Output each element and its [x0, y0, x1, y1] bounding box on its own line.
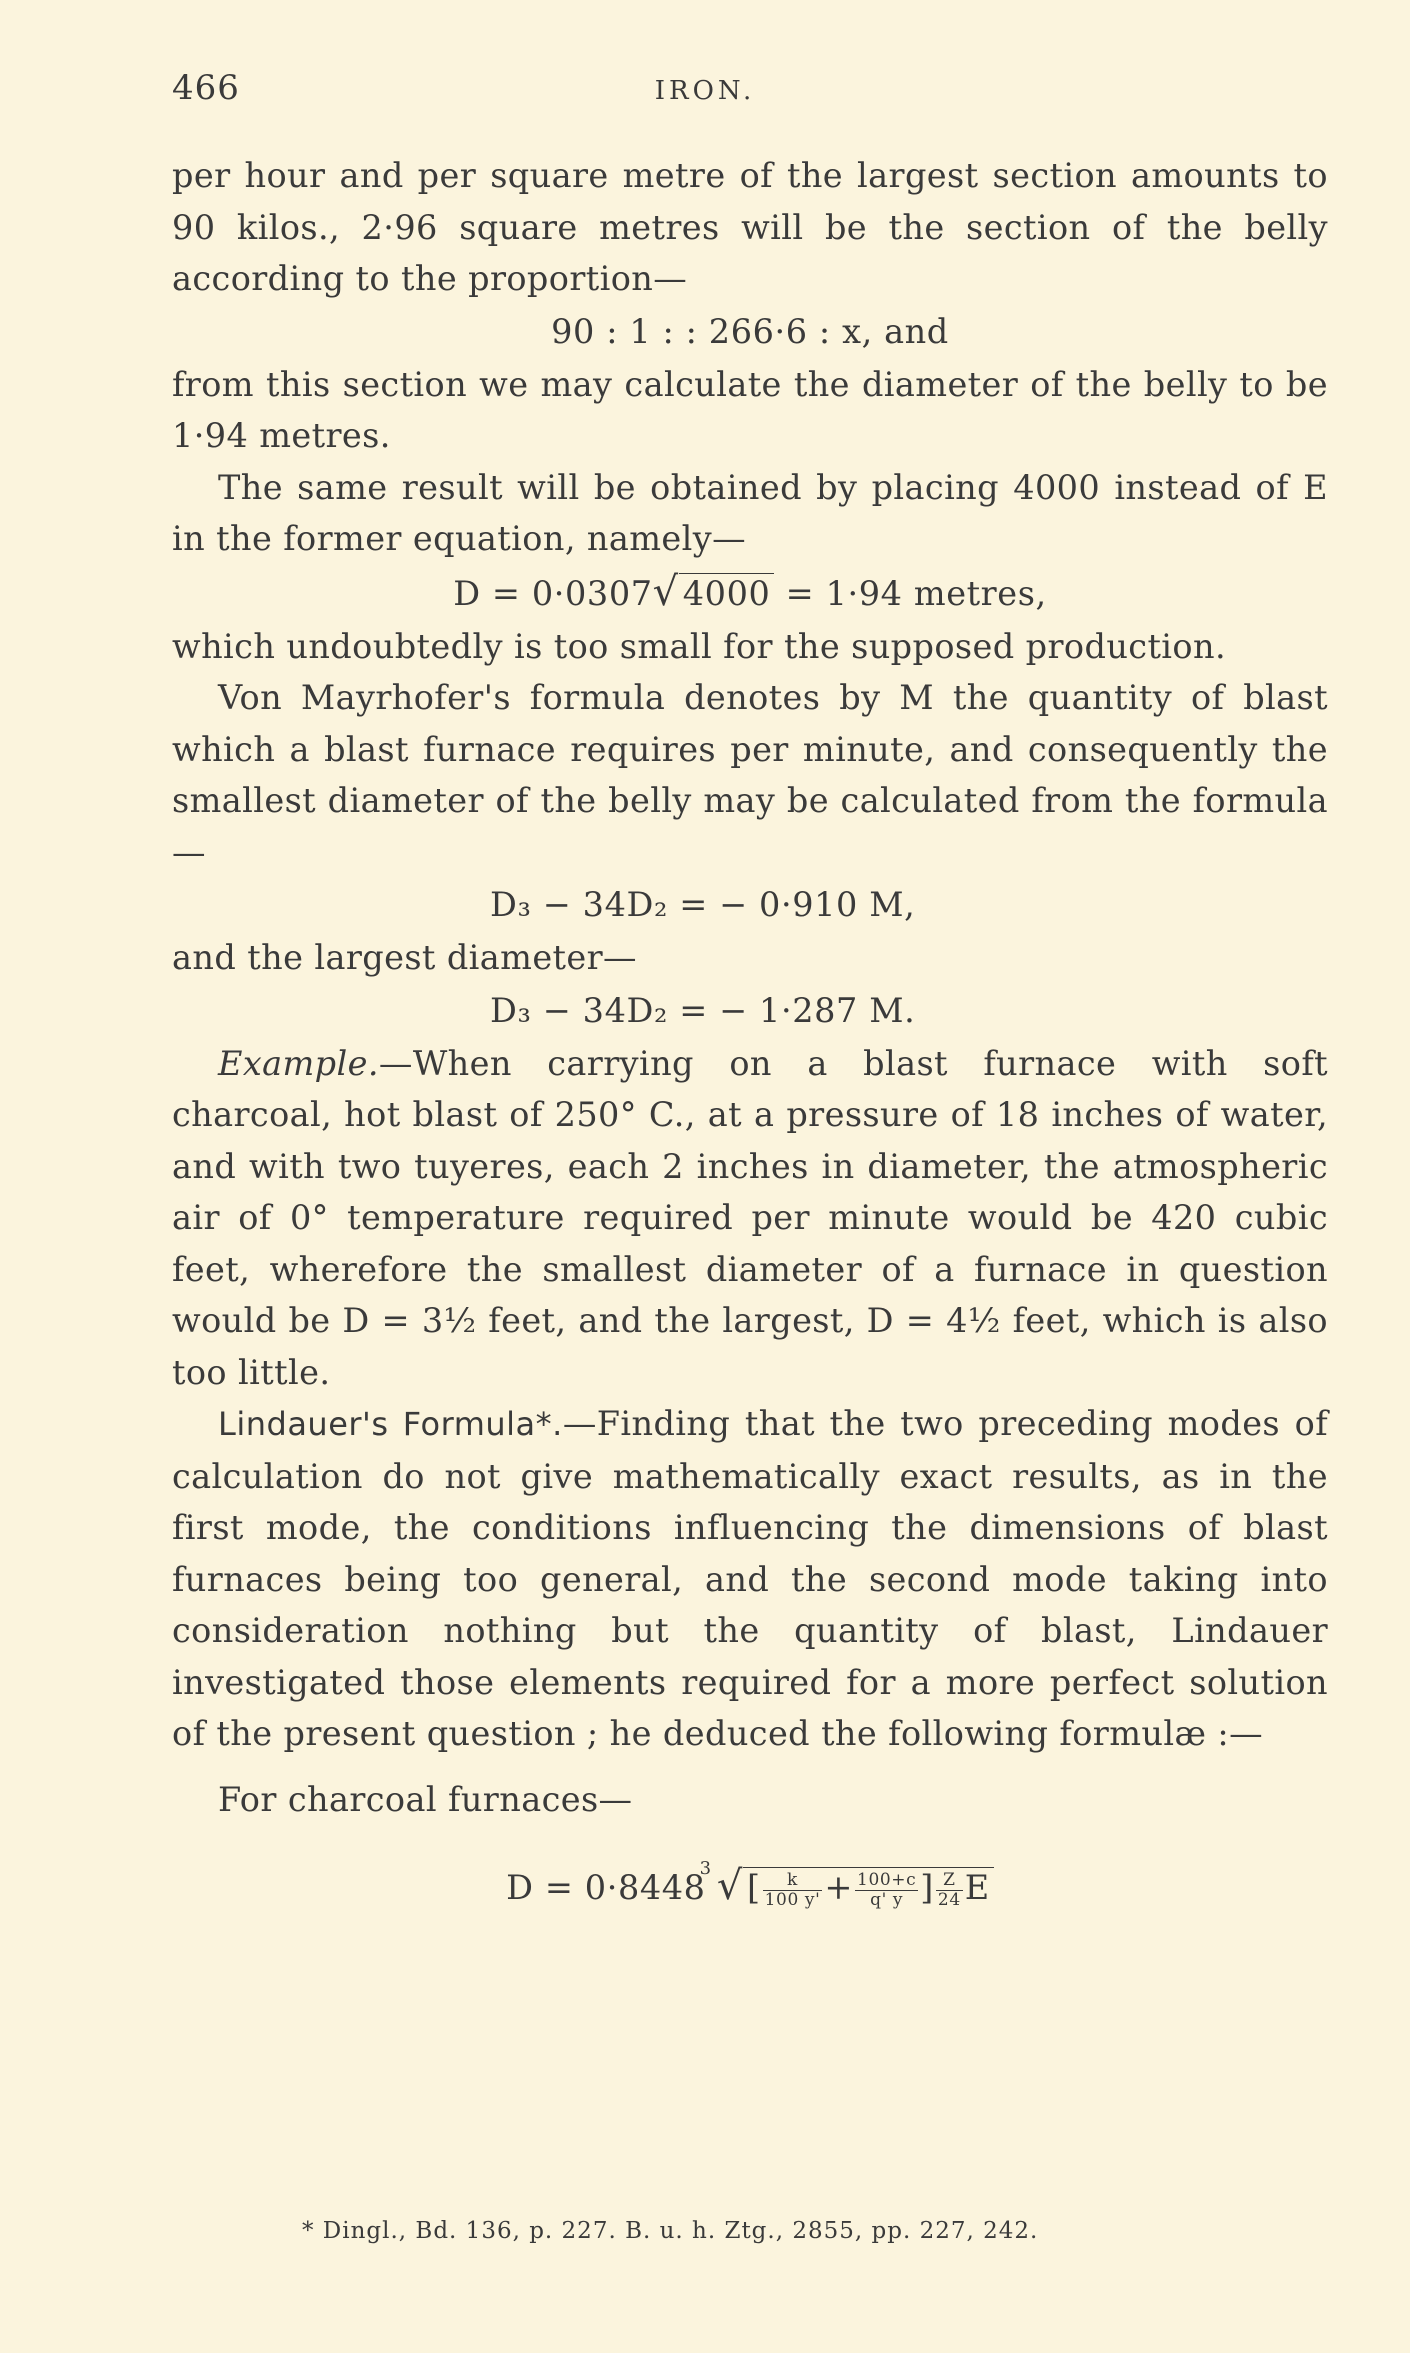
paragraph-6: and the largest diameter—: [172, 938, 637, 977]
lindauer-heading: Lindauer's Formula*.: [218, 1405, 563, 1443]
paragraph-5: Von Mayrhofer's formula denotes by M the quantity of blast which a blast furnace requires per minute, and consequently the smallest diameter of the belly may be calculated from the formula—: [172, 678, 1328, 872]
equation-diameter-radicand: 4000: [679, 573, 775, 614]
paragraph-lindauer: [172, 1398, 1328, 1760]
page-number: 466: [172, 68, 240, 108]
paragraph-1: per hour and per square metre of the largest section amounts to 90 kilos., 2·96 square metres will be the section of the belly according to the proportion—: [172, 156, 1328, 298]
radical-sign-icon: √: [716, 1863, 743, 1909]
equation-proportion: 90 : 1 : : 266·6 : x, and: [551, 311, 949, 351]
equation-lindauer-e: E: [964, 1868, 990, 1907]
fraction-k-num: k: [763, 1871, 823, 1891]
fraction-z-den: 24: [937, 1889, 961, 1910]
example-label: Example.: [218, 1043, 379, 1083]
paragraph-charcoal: For charcoal furnaces—: [218, 1779, 633, 1819]
equation-mayrhofer-smallest: D₃ − 34D₂ = − 0·910 M,: [490, 885, 916, 924]
paragraph-4: which undoubtedly is too small for the supposed production.: [172, 626, 1227, 666]
paragraph-2: from this section we may calculate the diameter of the belly to be 1·94 metres.: [172, 364, 1328, 455]
lindauer-text: —Finding that the two preceding modes of calculation do not give mathematically exact results, as in the first mode, the conditions influencing the dimensions of blast furnaces being too general, and the second mode taking into consideration nothing but the quantity of blast, Lindauer investigated those elements required for a more perfect solution of the present question ; he deduced the following formulæ :—: [172, 1404, 1329, 1753]
paragraph-example: [172, 1038, 1328, 1399]
equation-diameter: [172, 565, 1328, 621]
fraction-z-num: Z: [936, 1871, 963, 1891]
example-text: —When carrying on a blast furnace with soft charcoal, hot blast of 250° C., at a pressure of 18 inches of water, and with two tuyeres, each 2 inches in diameter, the atmospheric air of 0° temperature required per minute would be 420 cubic feet, wherefore the smallest diameter of a furnace in question would be D = 3½ feet, and the largest, D = 4½ feet, which is also too little.: [172, 1043, 1328, 1392]
footnote: * Dingl., Bd. 136, p. 227. B. u. h. Ztg., 2855, pp. 227, 242.: [302, 2218, 1039, 2244]
fraction-c: [855, 1871, 918, 1910]
equation-lindauer-radicand: [ $\frac{k}{100 y'}$ + $\frac{100+c}{q' y}$ ] $\frac{Z}{24}$ E: [743, 1867, 994, 1910]
equation-lindauer: [172, 1859, 1328, 1915]
fraction-k: [763, 1871, 823, 1910]
page-body: [172, 150, 1328, 1915]
running-title: IRON.: [654, 76, 756, 106]
fraction-c-den: q' y: [870, 1889, 904, 1910]
equation-diameter-left: D = 0·0307: [453, 573, 653, 613]
equation-mayrhofer-largest: D₃ − 34D₂ = − 1·287 M.: [490, 990, 916, 1030]
fraction-k-den: 100 y': [764, 1889, 821, 1910]
radical-sign-icon: √: [652, 568, 679, 615]
fraction-c-num: 100+c: [857, 1869, 917, 1890]
plus-sign: +: [824, 1868, 854, 1907]
cube-root-index: 3: [699, 1858, 712, 1879]
paragraph-3: The same result will be obtained by placing 4000 instead of E in the former equation, namely—: [172, 467, 1328, 558]
equation-diameter-right: = 1·94 metres,: [785, 573, 1047, 613]
equation-lindauer-left: D = 0·8448: [506, 1868, 706, 1907]
fraction-z: [936, 1871, 963, 1910]
